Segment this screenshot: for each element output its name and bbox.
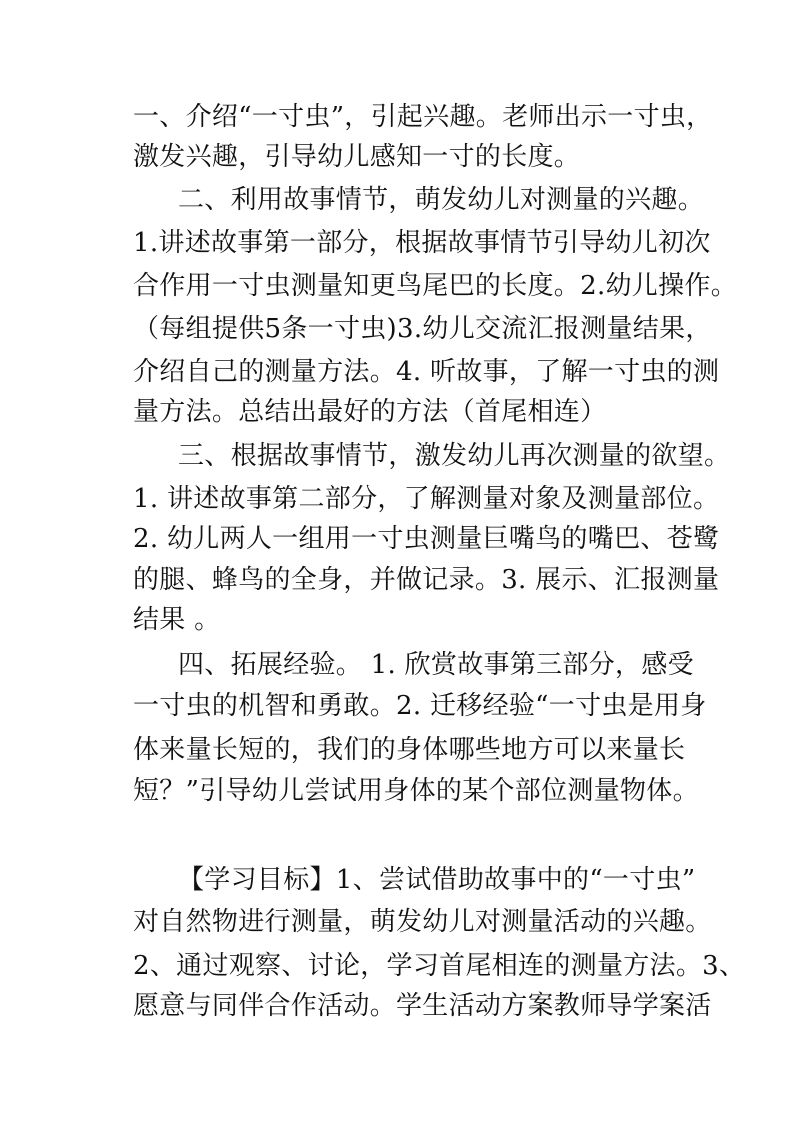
text-line: 2. 幼儿两人一组用一寸虫测量巨嘴鸟的嘴巴、苍鹭: [133, 524, 720, 554]
text-line: 1.讲述故事第一部分，根据故事情节引导幼儿初次: [133, 228, 711, 258]
text-line: 1. 讲述故事第二部分，了解测量对象及测量部位。: [133, 484, 720, 514]
learning-goals-heading: 【学习目标】1、尝试借助故事中的“一寸虫”: [178, 865, 696, 895]
text-line: 2、通过观察、讨论，学习首尾相连的测量方法。3、: [133, 951, 746, 981]
section-heading: 四、拓展经验。 1. 欣赏故事第三部分，感受: [178, 650, 694, 680]
section-heading: 三、根据故事情节，激发幼儿再次测量的欲望。: [178, 441, 731, 471]
text-line: 对自然物进行测量，萌发幼儿对测量活动的兴趣。: [133, 907, 712, 937]
text-line: 量方法。总结出最好的方法（首尾相连）: [133, 397, 607, 427]
text-line: 介绍自己的测量方法。4. 听故事，了解一寸虫的测: [133, 357, 720, 387]
text-line: 体来量长短的，我们的身体哪些地方可以来量长: [133, 735, 686, 765]
text-line: 激发兴趣，引导幼儿感知一寸的长度。: [133, 142, 581, 172]
text-line: 短？”引导幼儿尝试用身体的某个部位测量物体。: [133, 776, 699, 806]
text-line: 愿意与同伴合作活动。学生活动方案教师导学案活: [133, 991, 712, 1021]
text-line: 的腿、蜂鸟的全身，并做记录。3. 展示、汇报测量: [133, 565, 720, 595]
text-line: 一寸虫的机智和勇敢。2. 迁移经验“一寸虫是用身: [133, 691, 707, 721]
text-line: 结果 。: [133, 605, 221, 635]
section-heading: 二、利用故事情节，萌发幼儿对测量的兴趣。: [178, 185, 705, 215]
text-line: 合作用一寸虫测量知更鸟尾巴的长度。2.幼儿操作。: [133, 271, 738, 301]
text-line: （每组提供5条一寸虫)3.幼儿交流汇报测量结果，: [133, 314, 712, 344]
text-line: 一、介绍“一寸虫”，引起兴趣。老师出示一寸虫，: [133, 102, 713, 132]
